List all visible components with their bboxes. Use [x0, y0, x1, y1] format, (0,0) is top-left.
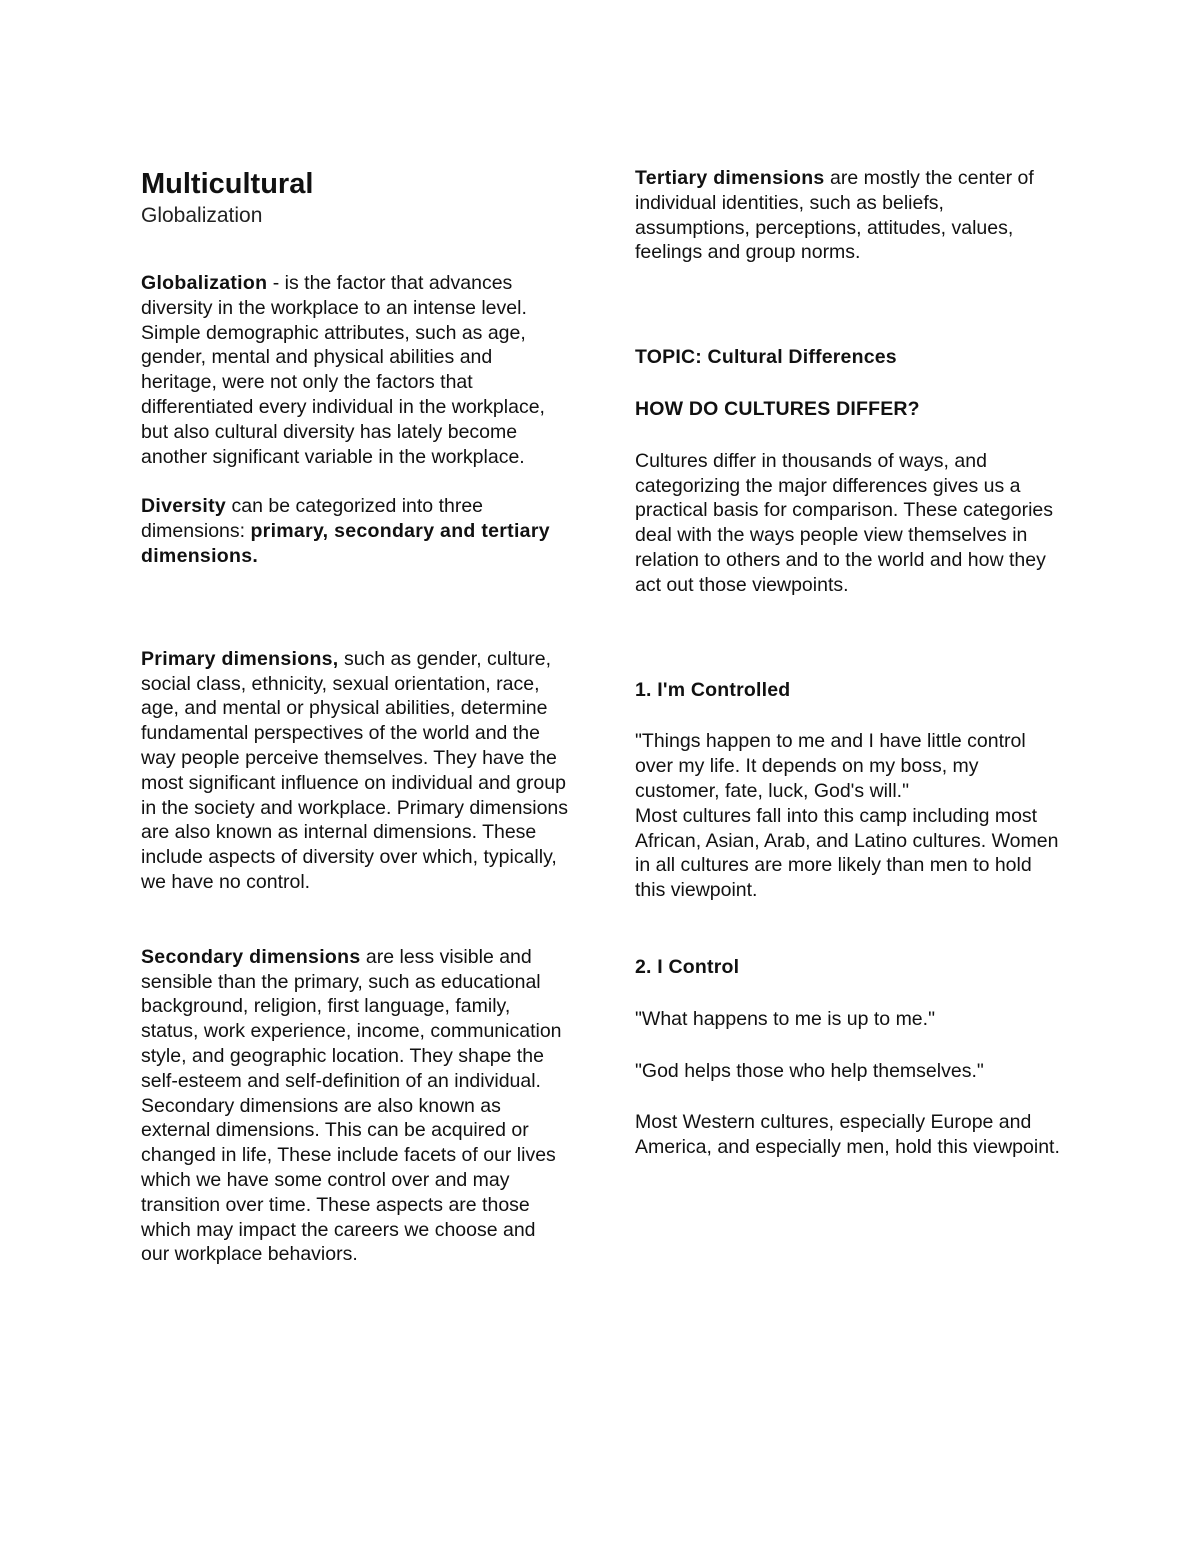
secondary-term: Secondary dimensions [141, 945, 361, 968]
question-heading: HOW DO CULTURES DIFFER? [635, 397, 920, 420]
primary-paragraph [141, 647, 569, 895]
topic-heading: TOPIC: Cultural Differences [635, 346, 897, 369]
item1-text: Most cultures fall into this camp including most African, Asian, Arab, and Latino cultures. Women in all cultures are more likely than men to hold this viewpoint. [635, 804, 1059, 902]
item2-quote1: "What happens to me is up to me." [635, 1007, 935, 1030]
item1-heading: 1. I'm Controlled [635, 678, 791, 701]
item1-quote: "Things happen to me and I have little control over my life. It depends on my boss, my customer, fate, luck, God's will." [635, 730, 1026, 802]
right-column [635, 166, 1060, 1160]
left-column [141, 166, 569, 1267]
globalization-text: - is the factor that advances diversity in the workplace to an intense level. Simple demographic attributes, such as age, gender, mental and physical abilities and heritage, were not only the factors that differentiated every individual in the workplace, but also cultural diversity has lately become another significant variable in the workplace. [141, 272, 545, 468]
diversity-paragraph [141, 494, 569, 568]
secondary-paragraph [141, 945, 569, 1267]
tertiary-text: are mostly the center of individual identities, such as beliefs, assumptions, perceptions, attitudes, values, feelings and group norms. [635, 167, 1034, 264]
intro-paragraph: Cultures differ in thousands of ways, and categorizing the major differences gives us a practical basis for comparison. These categories deal with the ways people view themselves in relation to others and to the world and how they act out those viewpoints. [635, 449, 1054, 596]
page-title: Multicultural [141, 168, 314, 200]
diversity-emphasis: primary, secondary and tertiary dimensions. [141, 520, 550, 567]
tertiary-term: Tertiary dimensions [635, 167, 825, 189]
secondary-text: are less visible and sensible than the primary, such as educational background, religion, first language, family, status, work experience, income, communication style, and geographic location. They shape the self-esteem and self-definition of an individual. Secondary dimensions are also known as external dimensions. This can be acquired or changed in life, These include facets of our lives which we have some control over and may transition over time. These aspects are those which may impact the careers we choose and our workplace behaviors. [141, 945, 562, 1266]
tertiary-paragraph [635, 166, 1060, 265]
globalization-paragraph [141, 271, 569, 469]
primary-text: such as gender, culture, social class, ethnicity, sexual orientation, race, age, and mental or physical abilities, determine fundamental perspectives of the world and the way people perceive themselves. They have the most significant influence on individual and group in the society and workplace. Primary dimensions are also known as internal dimensions. These include aspects of diversity over which, typically, we have no control. [141, 647, 569, 893]
diversity-text: can be categorized into three dimensions: [141, 495, 484, 543]
item2-quote2: "God helps those who help themselves." [635, 1059, 984, 1082]
primary-term: Primary dimensions, [141, 647, 339, 670]
page-subtitle: Globalization [141, 204, 263, 227]
item2-text: Most Western cultures, especially Europe and America, and especially men, hold this viewpoint. [635, 1111, 1060, 1159]
diversity-term: Diversity [141, 495, 227, 518]
item2-heading: 2. I Control [635, 955, 740, 978]
globalization-term: Globalization [141, 272, 268, 294]
